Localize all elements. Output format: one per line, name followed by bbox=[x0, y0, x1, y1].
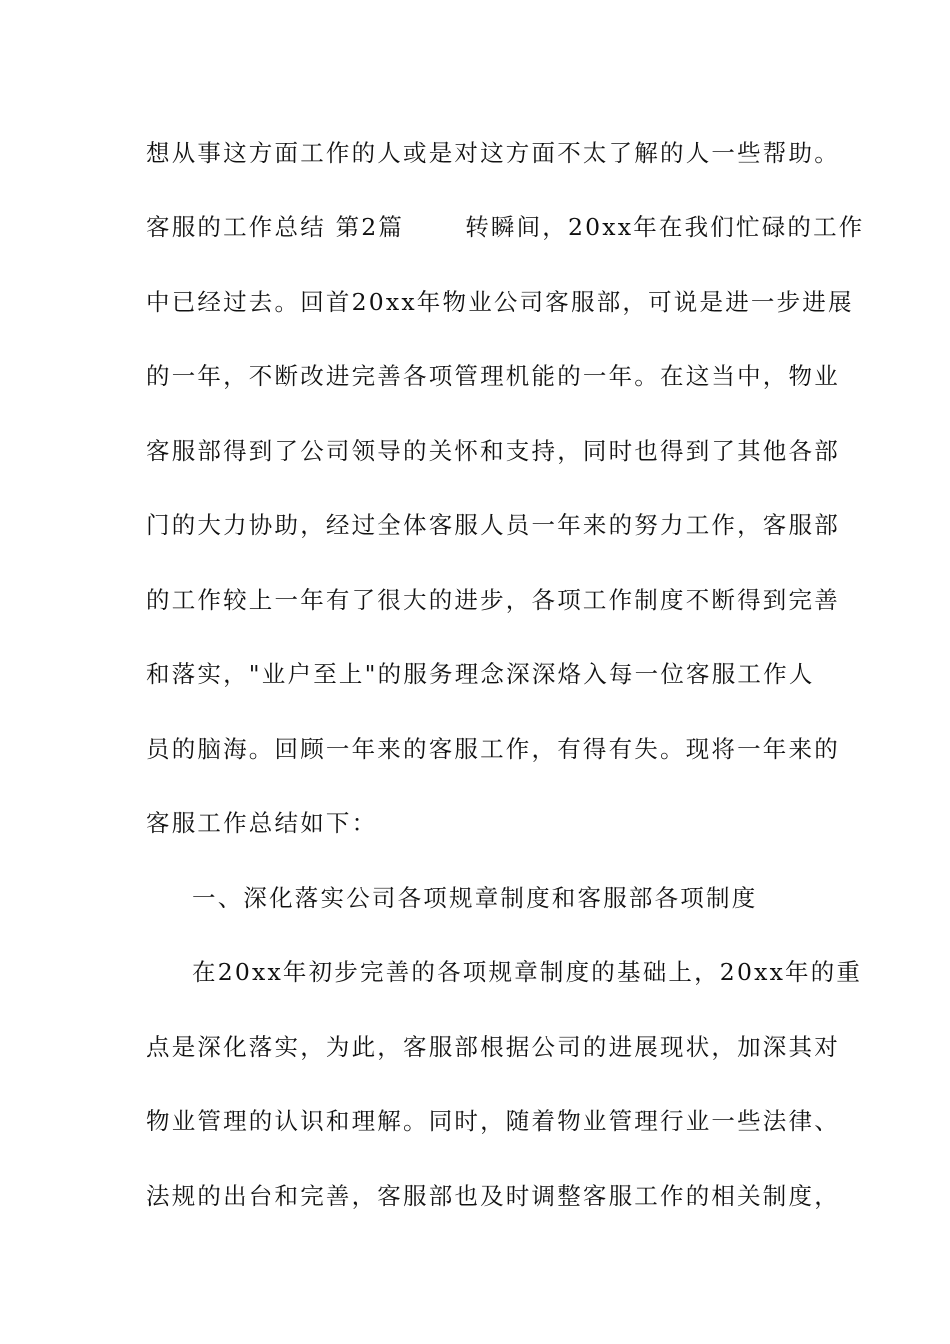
text-line-13: 点是深化落实，为此，客服部根据公司的进展现状，加深其对 bbox=[146, 1033, 840, 1061]
text-line-15: 法规的出台和完善，客服部也及时调整客服工作的相关制度， bbox=[146, 1182, 840, 1210]
text-line-6: 门的大力协助，经过全体客服人员一年来的努力工作，客服部 bbox=[146, 511, 840, 539]
text-line-14: 物业管理的认识和理解。同时，随着物业管理行业一些法律、 bbox=[146, 1107, 840, 1135]
text-line-9: 员的脑海。回顾一年来的客服工作，有得有失。现将一年来的 bbox=[146, 735, 840, 763]
text-line-5: 客服部得到了公司领导的关怀和支持，同时也得到了其他各部 bbox=[146, 437, 840, 465]
text-line-8: 和落实，"业户至上"的服务理念深深烙入每一位客服工作人 bbox=[146, 660, 815, 688]
text-line-7: 的工作较上一年有了很大的进步，各项工作制度不断得到完善 bbox=[146, 586, 840, 614]
text-line-1: 想从事这方面工作的人或是对这方面不太了解的人一些帮助。 bbox=[146, 139, 840, 167]
text-line-3: 中已经过去。回首20xx年物业公司客服部，可说是进一步进展 bbox=[146, 288, 854, 316]
text-line-4: 的一年，不断改进完善各项管理机能的一年。在这当中，物业 bbox=[146, 362, 840, 390]
text-line-2: 客服的工作总结 第2篇 转瞬间，20xx年在我们忙碌的工作 bbox=[146, 213, 865, 241]
section-heading: 一、深化落实公司各项规章制度和客服部各项制度 bbox=[192, 884, 758, 912]
text-line-10: 客服工作总结如下： bbox=[146, 809, 378, 837]
text-line-12: 在20xx年初步完善的各项规章制度的基础上，20xx年的重 bbox=[192, 958, 863, 986]
